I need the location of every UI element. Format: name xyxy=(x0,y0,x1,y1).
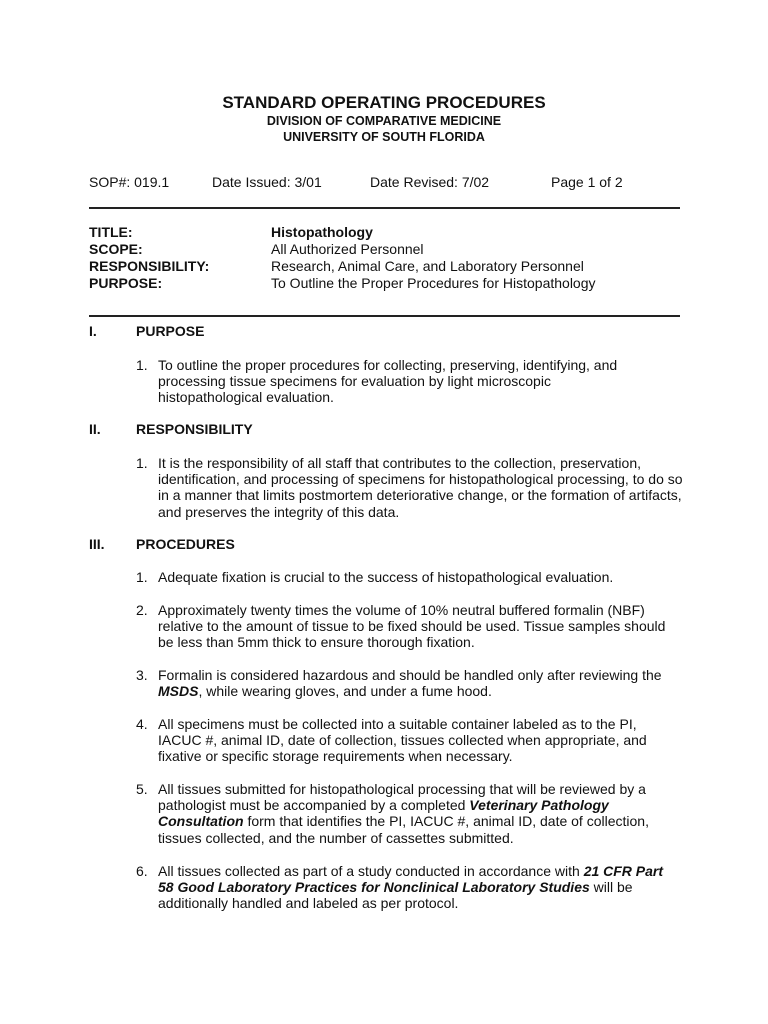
list-item-text: Formalin is considered hazardous and should be handled only after reviewing the MSDS, while wearing gloves, and under a fume hood. xyxy=(158,667,662,700)
responsibility-value: Research, Animal Care, and Laboratory Personnel xyxy=(271,258,584,274)
responsibility-label: RESPONSIBILITY: xyxy=(89,258,210,274)
regulation-reference: 21 CFR Part 58 Good Laboratory Practices for Nonclinical Laboratory Studies xyxy=(158,863,664,896)
list-item-number: 1. xyxy=(136,455,148,471)
list-item xyxy=(136,357,642,406)
list-item xyxy=(136,863,682,912)
list-item-number: 3. xyxy=(136,667,148,683)
divider-middle xyxy=(89,315,680,317)
university-name: UNIVERSITY OF SOUTH FLORIDA xyxy=(283,130,485,144)
list-item-number: 1. xyxy=(136,569,148,585)
list-item xyxy=(136,667,682,699)
division-name: DIVISION OF COMPARATIVE MEDICINE xyxy=(266,114,502,128)
list-item-number: 6. xyxy=(136,863,148,879)
list-item xyxy=(136,781,682,846)
scope-label: SCOPE: xyxy=(89,241,143,257)
section-number: III. xyxy=(89,536,105,552)
list-item xyxy=(136,455,684,520)
section-heading-responsibility: RESPONSIBILITY xyxy=(136,421,253,437)
document-title: STANDARD OPERATING PROCEDURES xyxy=(222,93,546,112)
section-number: I. xyxy=(89,323,97,339)
list-item-text: To outline the proper procedures for collecting, preserving, identifying, and processing tissue specimens for evaluation by light microscopic histopathological evaluation. xyxy=(158,357,618,406)
purpose-label: PURPOSE: xyxy=(89,275,163,291)
section-heading-procedures: PROCEDURES xyxy=(136,536,235,552)
list-item-text: All tissues collected as part of a study conducted in accordance with 21 CFR Part 58 Good Laboratory Practices for Nonclinical Laboratory Studies will be additionally handled and labeled as per protocol. xyxy=(158,863,664,912)
list-item xyxy=(136,569,696,585)
list-item-number: 4. xyxy=(136,716,148,732)
list-item-number: 1. xyxy=(136,357,148,373)
list-item-text: All specimens must be collected into a suitable container labeled as to the PI, IACUC #, animal ID, date of collection, tissues collected when appropriate, and fixative or specific storage requirements when necessary. xyxy=(158,716,647,765)
list-item-text: It is the responsibility of all staff that contributes to the collection, preservation, identification, and processing of specimens for histopathological processing, to do so in a manner that limits postmortem deteriorative change, or the formation of artifacts, and preserves the integrity of this data. xyxy=(158,455,683,520)
title-label: TITLE: xyxy=(89,224,133,240)
scope-value: All Authorized Personnel xyxy=(271,241,424,257)
form-name: Veterinary Pathology Consultation xyxy=(158,797,609,830)
title-value: Histopathology xyxy=(271,224,373,240)
list-item-number: 5. xyxy=(136,781,148,797)
section-number: II. xyxy=(89,421,101,437)
msds-reference: MSDS xyxy=(158,683,199,700)
list-item-text: Approximately twenty times the volume of 10% neutral buffered formalin (NBF) relative to the amount of tissue to be fixed should be used. Tissue samples should be less than 5mm thick to ensure thorough fixation. xyxy=(158,602,666,651)
date-issued: Date Issued: 3/01 xyxy=(212,174,322,190)
purpose-value: To Outline the Proper Procedures for Histopathology xyxy=(271,275,596,291)
sop-number: SOP#: 019.1 xyxy=(89,174,170,190)
list-item xyxy=(136,602,682,651)
list-item xyxy=(136,716,682,765)
list-item-text: Adequate fixation is crucial to the success of histopathological evaluation. xyxy=(158,569,614,585)
list-item-number: 2. xyxy=(136,602,148,618)
divider-top xyxy=(89,207,680,209)
date-revised: Date Revised: 7/02 xyxy=(370,174,490,190)
page-number: Page 1 of 2 xyxy=(551,174,623,190)
section-heading-purpose: PURPOSE xyxy=(136,323,205,339)
list-item-text: All tissues submitted for histopathological processing that will be reviewed by a pathologist must be accompanied by a completed Veterinary Pathology Consultation form that identifies the PI, IACUC #, animal ID, date of collection, tissues collected, and the number of cassettes submitted. xyxy=(158,781,649,846)
